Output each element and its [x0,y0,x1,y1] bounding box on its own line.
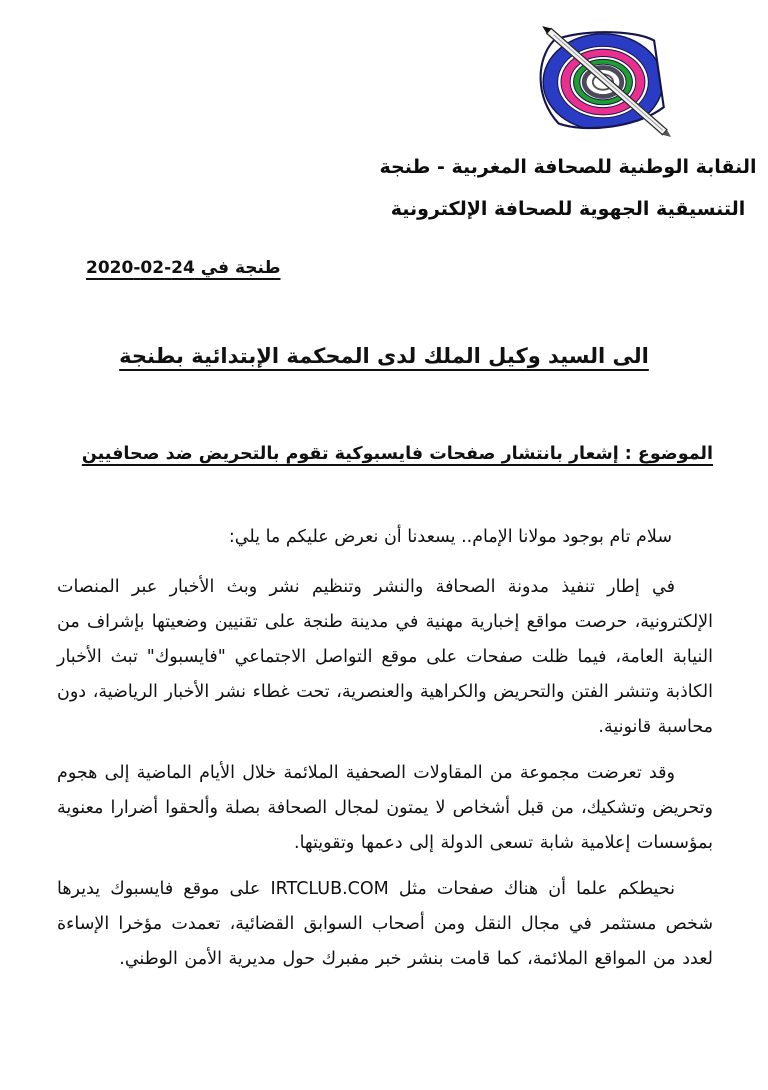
organization-logo [529,28,675,138]
body-paragraph-2: وقد تعرضت مجموعة من المقاولات الصحفية الملائمة خلال الأيام الماضية إلى هجوم وتحريض وتشكيك، من قبل أشخاص لا يمتون لمجال الصحافة بصلة وألحقوا أضرارا معنوية بمؤسسات إعلامية شابة تسعى الدولة إلى دعمها وتقويتها. [57,763,713,853]
organization-subtitle: التنسيقية الجهوية للصحافة الإلكترونية [390,198,746,220]
greeting-line: سلام تام بوجود مولانا الإمام.. يسعدنا أن نعرض عليكم ما يلي: [228,527,672,547]
target-pen-logo-icon [529,28,675,138]
body-paragraph-1: في إطار تنفيذ مدونة الصحافة والنشر وتنظيم نشر وبث الأخبار عبر المنصات الإلكترونية، حرصت مواقع إخبارية مهنية في مدينة طنجة على تقنيين وضعيتها بإشراف من النيابة العامة، فيما ظلت صفحات على موقع التواصل الاجتماعي "فايسبوك" تبث الأخبار الكاذبة وتنشر الفتن والتحريض والكراهية والعنصرية، تحت غطاء نشر الأخبار الرياضية، دون محاسبة قانونية. [57,577,713,737]
date-line: طنجة في 24-02-2020 [86,258,281,278]
organization-name: النقابة الوطنية للصحافة المغربية - طنجة [379,156,757,178]
addressee-line: الى السيد وكيل الملك لدى المحكمة الإبتدائية بطنجة [119,344,649,368]
letter-body [57,570,713,988]
body-paragraph-3: نحيطكم علما أن هناك صفحات مثل IRTCLUB.COM على موقع فايسبوك يديرها شخص مستثمر في مجال النقل ومن أصحاب السوابق القضائية، تعمدت مؤخرا الإساءة لعدد من المواقع الملائمة، كما قامت بنشر خبر مفبرك حول مديرية الأمن الوطني. [57,879,713,969]
subject-line: الموضوع : إشعار بانتشار صفحات فايسبوكية تقوم بالتحريض ضد صحافيين [81,444,713,464]
letterhead-text [368,146,768,230]
